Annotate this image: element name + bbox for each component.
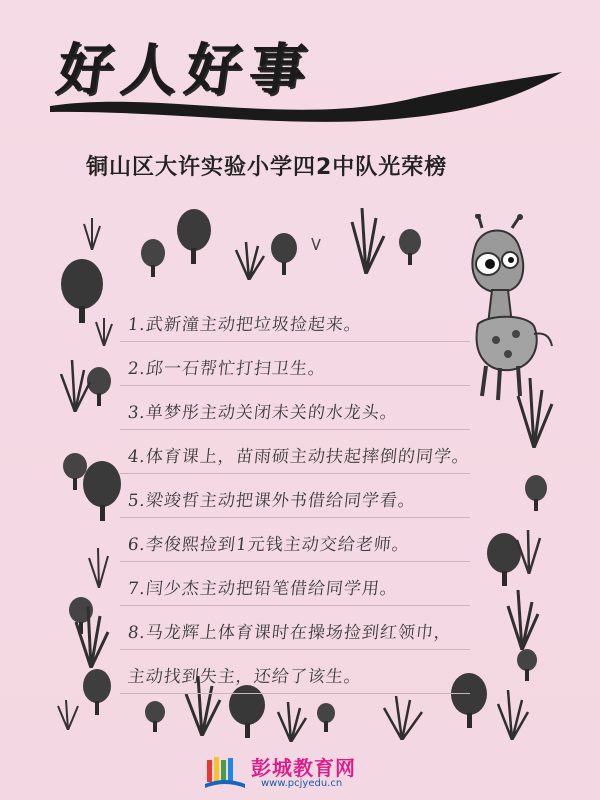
watermark[interactable] [205, 752, 405, 792]
banner-title: 好人好事 [52, 37, 319, 103]
grass-icon [80, 218, 104, 250]
grass-icon [54, 700, 82, 730]
grass-icon [92, 318, 116, 346]
tree-icon [176, 208, 212, 266]
grass-icon [232, 240, 266, 280]
list-item [120, 606, 470, 650]
grass-icon [274, 702, 308, 742]
deed-text: 1.武新潼主动把垃圾捡起来。 [126, 315, 364, 335]
deed-text: 8.马龙辉上体育课时在操场捡到红领巾， [126, 623, 454, 643]
list-item [120, 430, 470, 474]
tree-icon [144, 700, 166, 734]
deed-text: 2.邱一石帮忙打扫卫生。 [126, 359, 328, 379]
grass-icon [514, 530, 544, 574]
grass-icon [346, 208, 386, 274]
tree-icon [82, 460, 122, 522]
deed-text: 6.李俊熙捡到1元钱主动交给老师。 [126, 535, 411, 555]
grass-icon [380, 696, 424, 740]
tree-icon [140, 238, 166, 278]
list-item [120, 298, 470, 342]
tree-icon [316, 702, 336, 734]
deed-text: 7.闫少杰主动把铅笔借给同学用。 [126, 579, 400, 599]
watermark-url[interactable]: www.pcjyedu.cn [261, 778, 343, 789]
grass-icon [494, 690, 530, 740]
watermark-name: 彭城教育网 [251, 756, 356, 780]
deed-text: 主动找到失主，还给了该生。 [126, 667, 363, 687]
list-item [120, 342, 470, 386]
tree-icon [524, 474, 548, 512]
deed-text: 3.单梦彤主动关闭未关的水龙头。 [126, 403, 400, 423]
list-item [120, 518, 470, 562]
grass-icon [58, 360, 92, 412]
list-item [120, 650, 470, 694]
book-logo-icon [205, 754, 245, 788]
school-title: 铜山区大许实验小学四2中队光荣榜 [86, 155, 448, 180]
giraffe-icon [462, 214, 554, 404]
tree-icon [398, 228, 422, 266]
tree-icon [60, 258, 104, 324]
grass-icon [310, 236, 322, 250]
grass-icon [86, 548, 112, 588]
list-item [120, 386, 470, 430]
tree-icon [82, 668, 112, 716]
tree-icon [270, 232, 298, 276]
banner-brush-stroke [46, 60, 566, 130]
deeds-list [120, 298, 470, 694]
deed-text: 4.体育课上，苗雨硕主动扶起摔倒的同学。 [126, 447, 472, 467]
list-item [120, 474, 470, 518]
grass-icon [504, 590, 540, 650]
grass-icon [72, 606, 110, 668]
deed-text: 5.梁竣哲主动把课外书借给同学看。 [126, 491, 418, 511]
list-item [120, 562, 470, 606]
tree-icon [516, 648, 538, 684]
